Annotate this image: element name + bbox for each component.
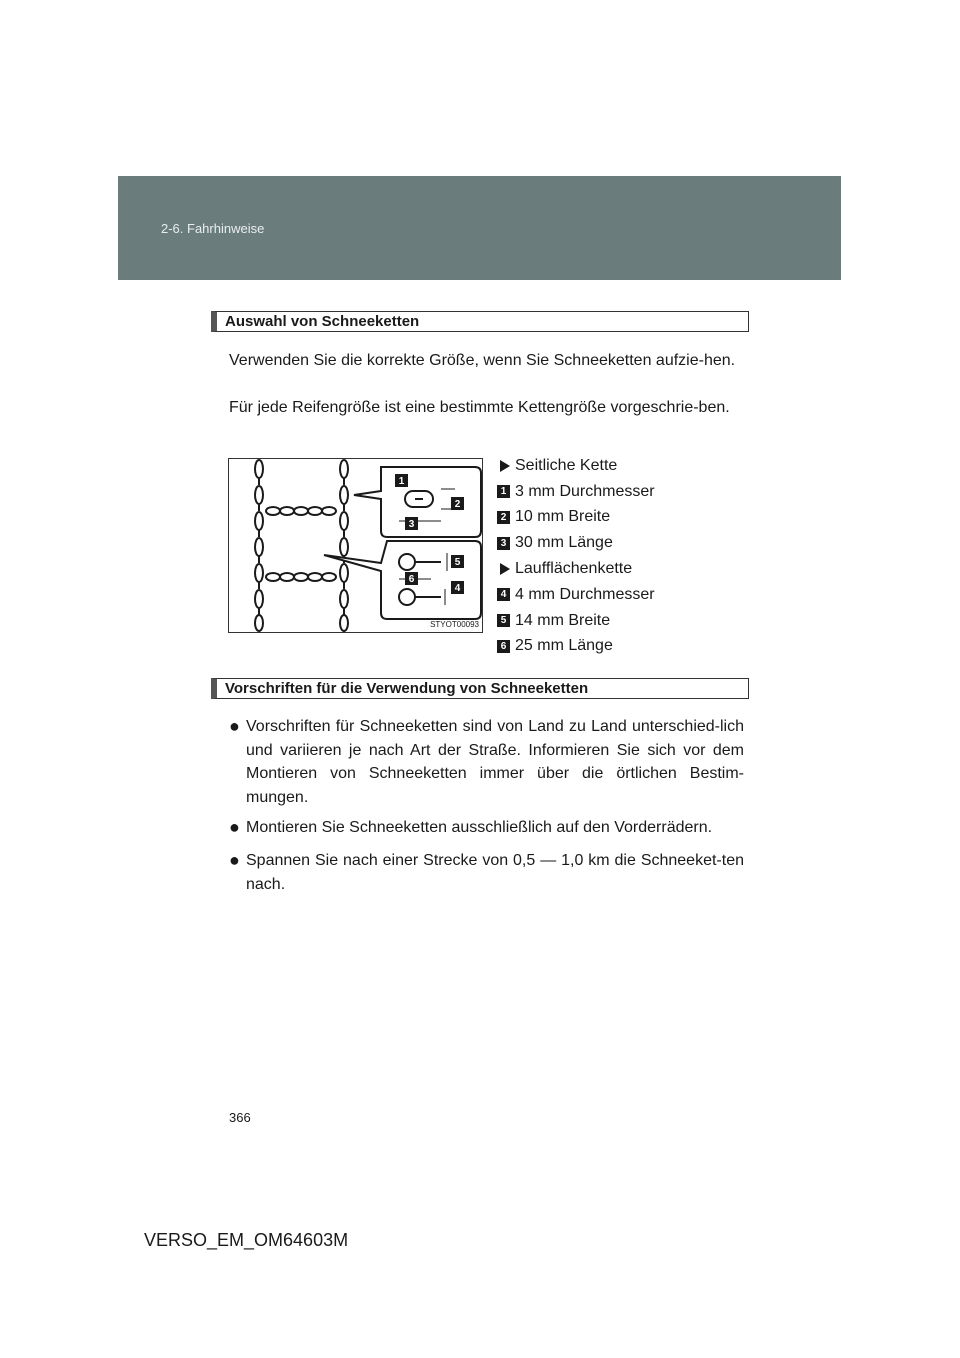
legend-number: 4 — [497, 588, 510, 601]
legend-tread-chain — [497, 556, 655, 582]
legend-item — [497, 608, 655, 634]
legend-number: 6 — [497, 640, 510, 653]
legend-item — [497, 634, 655, 660]
legend-item — [497, 479, 655, 505]
legend-text: 30 mm Länge — [515, 534, 613, 552]
bullet-dot-icon: ● — [229, 817, 240, 837]
callout-1: 1 — [398, 476, 405, 487]
side-chain-left — [255, 460, 263, 631]
bullet-dot-icon: ● — [229, 716, 240, 736]
legend-text: 10 mm Breite — [515, 508, 611, 526]
legend-item — [497, 505, 655, 531]
callout-6: 6 — [408, 574, 415, 585]
legend-text: 14 mm Breite — [515, 611, 611, 629]
diagram-code: STYOT00093 — [430, 620, 479, 629]
bullet-item — [229, 816, 744, 840]
legend-number: 1 — [497, 485, 510, 498]
legend-side-chain-label: Seitliche Kette — [515, 456, 618, 474]
paragraph-size: Verwenden Sie die korrekte Größe, wenn Sie Schneeketten aufzie-hen. — [229, 352, 736, 369]
bullet-text: Montieren Sie Schneeketten ausschließlich auf den Vorderrädern. — [246, 819, 713, 836]
side-chain-right — [340, 460, 348, 631]
bullet-item — [229, 849, 744, 896]
section-title-snow-chains: Auswahl von Schneeketten — [211, 311, 749, 332]
legend-text: 3 mm Durchmesser — [515, 482, 655, 500]
legend-number: 2 — [497, 511, 510, 524]
legend-side-chain — [497, 453, 655, 479]
callout-5: 5 — [454, 557, 461, 568]
header-band — [118, 176, 841, 280]
legend-text: 4 mm Durchmesser — [515, 585, 655, 603]
paragraph-tire-size: Für jede Reifengröße ist eine bestimmte Kettengröße vorgeschrie-ben. — [229, 399, 730, 416]
callout-2: 2 — [454, 499, 461, 510]
callout-3: 3 — [408, 519, 415, 530]
bullet-dot-icon: ● — [229, 850, 240, 870]
callout-4: 4 — [454, 583, 461, 594]
tread-chain-top — [266, 507, 336, 515]
page-number: 366 — [229, 1110, 251, 1125]
tread-chain-bottom — [266, 573, 336, 581]
bullet-text: Spannen Sie nach einer Strecke von 0,5 — 1,0 km die Schneeket-ten nach. — [246, 852, 744, 893]
legend-number: 3 — [497, 537, 510, 550]
legend-text: 25 mm Länge — [515, 637, 613, 655]
arrow-right-icon — [500, 460, 510, 472]
diagram-legend — [497, 453, 655, 659]
snow-chain-diagram — [228, 458, 483, 633]
legend-number: 5 — [497, 614, 510, 627]
legend-tread-chain-label: Laufflächenkette — [515, 560, 633, 578]
document-code: VERSO_EM_OM64603M — [144, 1230, 349, 1250]
chain-illustration — [229, 459, 482, 632]
bullet-item — [229, 715, 744, 809]
legend-item — [497, 530, 655, 556]
bullet-text: Vorschriften für Schneeketten sind von Land zu Land unterschied-lich und variieren je nach Art der Straße. Informieren Sie sich vor dem Montieren von Schneeketten immer über die örtlichen Bestim-mungen. — [246, 718, 744, 806]
section-title-regulations: Vorschriften für die Verwendung von Schneeketten — [211, 678, 749, 699]
arrow-right-icon — [500, 563, 510, 575]
legend-item — [497, 582, 655, 608]
section-label: 2-6. Fahrhinweise — [161, 221, 265, 236]
